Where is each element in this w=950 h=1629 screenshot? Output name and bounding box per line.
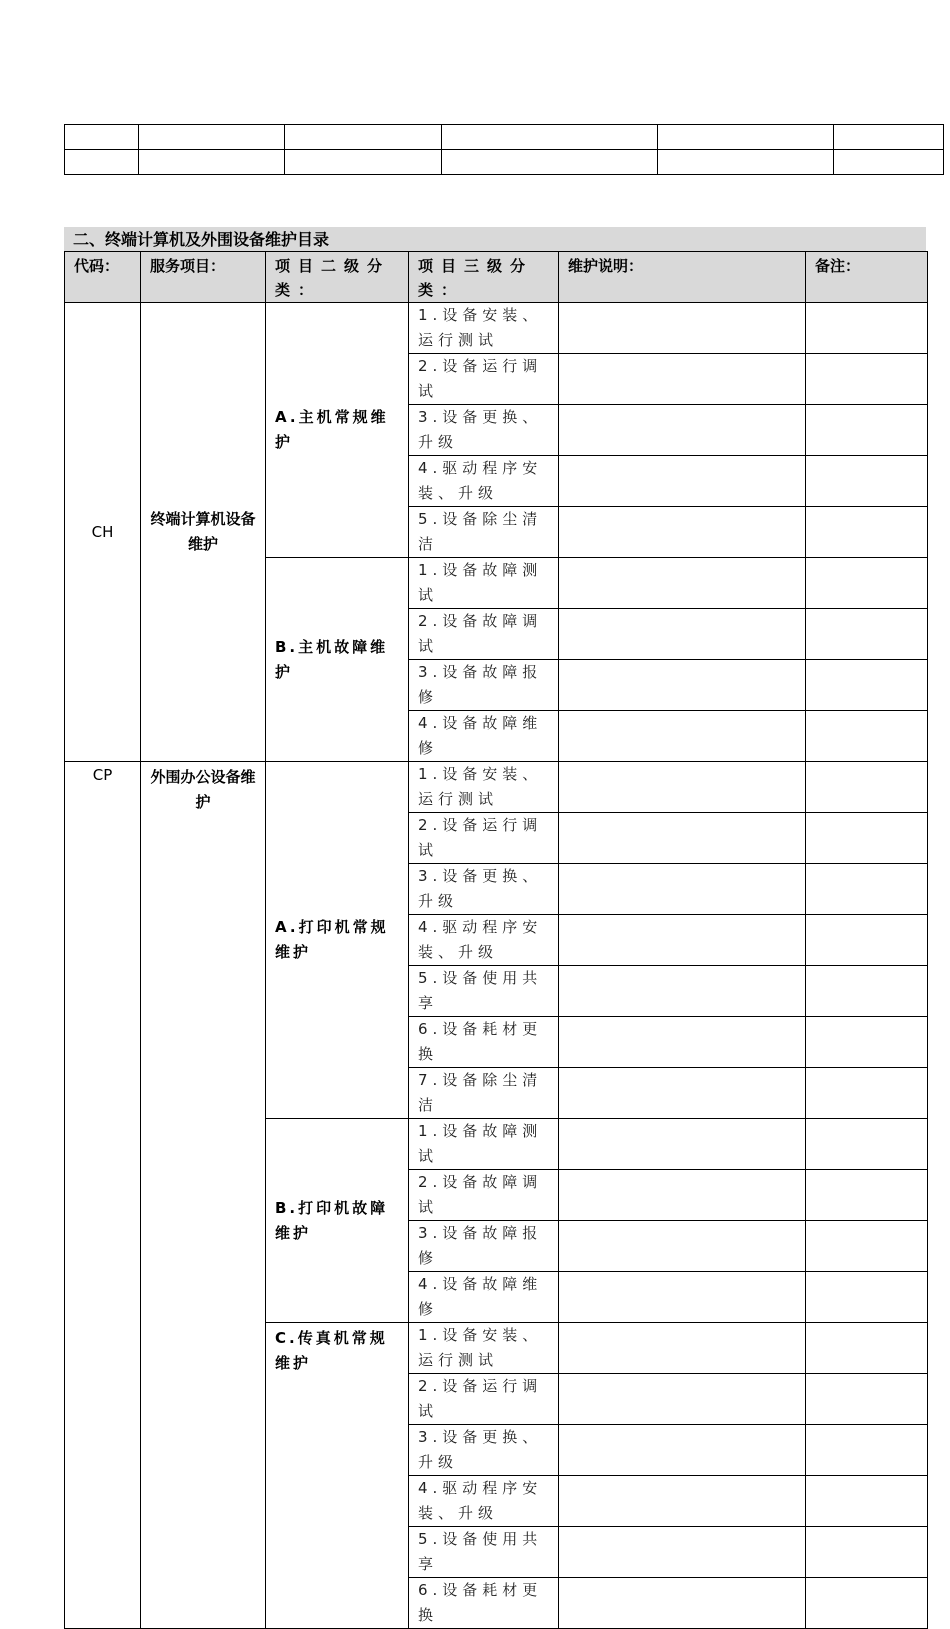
item-cell: 2.设备故障调试 [409,609,559,660]
group-service: 终端计算机设备维护 [141,303,266,762]
header-description: 维护说明： [559,252,806,303]
remark-cell [806,456,928,507]
empty-cell [65,125,139,150]
item-cell: 2.设备运行调试 [409,354,559,405]
empty-cell [441,125,658,150]
item-cell: 5.设备使用共享 [409,1527,559,1578]
description-cell [559,1017,806,1068]
item-cell: 3.设备故障报修 [409,660,559,711]
remark-cell [806,1476,928,1527]
remark-cell [806,303,928,354]
empty-cell [65,150,139,175]
description-cell [559,1221,806,1272]
description-cell [559,354,806,405]
empty-cell [138,125,284,150]
description-cell [559,966,806,1017]
item-cell: 1.设备故障测试 [409,558,559,609]
empty-cell [284,125,441,150]
item-cell: 4.驱动程序安装、升级 [409,456,559,507]
item-cell: 3.设备更换、升级 [409,405,559,456]
remark-cell [806,1527,928,1578]
category-cell: B.打印机故障维护 [266,1119,409,1323]
item-cell: 6.设备耗材更换 [409,1578,559,1629]
description-cell [559,303,806,354]
description-cell [559,456,806,507]
description-cell [559,609,806,660]
remark-cell [806,1272,928,1323]
header-row [65,252,928,303]
item-cell: 1.设备故障测试 [409,1119,559,1170]
empty-cell [658,125,834,150]
remark-cell [806,507,928,558]
item-cell: 3.设备更换、升级 [409,864,559,915]
category-cell: A.主机常规维护 [266,303,409,558]
remark-cell [806,1374,928,1425]
item-cell: 4.驱动程序安装、升级 [409,915,559,966]
header-level2: 项目二级分类： [266,252,409,303]
description-cell [559,660,806,711]
item-cell: 5.设备使用共享 [409,966,559,1017]
description-cell [559,1476,806,1527]
description-cell [559,1374,806,1425]
header-level3: 项目三级分类： [409,252,559,303]
empty-cell [834,125,944,150]
remark-cell [806,1170,928,1221]
description-cell [559,507,806,558]
remark-cell [806,1068,928,1119]
item-cell: 6.设备耗材更换 [409,1017,559,1068]
item-cell: 1.设备安装、运行测试 [409,303,559,354]
empty-cell [658,150,834,175]
group-code: CH [65,303,141,762]
item-cell: 4.设备故障维修 [409,711,559,762]
remark-cell [806,1017,928,1068]
description-cell [559,1323,806,1374]
table-row [65,150,944,175]
remark-cell [806,609,928,660]
remark-cell [806,1221,928,1272]
item-cell: 1.设备安装、运行测试 [409,762,559,813]
top-empty-table [64,124,944,175]
empty-cell [441,150,658,175]
item-cell: 3.设备更换、升级 [409,1425,559,1476]
remark-cell [806,864,928,915]
description-cell [559,1527,806,1578]
description-cell [559,1425,806,1476]
description-cell [559,915,806,966]
category-cell: C.传真机常规维护 [266,1323,409,1629]
item-cell: 2.设备故障调试 [409,1170,559,1221]
header-code: 代码： [65,252,141,303]
table-row [65,303,928,354]
remark-cell [806,813,928,864]
category-cell: B.主机故障维护 [266,558,409,762]
description-cell [559,558,806,609]
item-cell: 4.驱动程序安装、升级 [409,1476,559,1527]
description-cell [559,711,806,762]
table-row [65,125,944,150]
remark-cell [806,1578,928,1629]
header-remark: 备注： [806,252,928,303]
remark-cell [806,354,928,405]
category-cell: A.打印机常规维护 [266,762,409,1119]
description-cell [559,1119,806,1170]
description-cell [559,1272,806,1323]
table-row [65,762,928,813]
description-cell [559,1068,806,1119]
remark-cell [806,1323,928,1374]
item-cell: 3.设备故障报修 [409,1221,559,1272]
remark-cell [806,660,928,711]
item-cell: 2.设备运行调试 [409,813,559,864]
description-cell [559,762,806,813]
remark-cell [806,558,928,609]
remark-cell [806,711,928,762]
header-service: 服务项目： [141,252,266,303]
description-cell [559,864,806,915]
group-service: 外围办公设备维护 [141,762,266,1629]
empty-cell [834,150,944,175]
item-cell: 2.设备运行调试 [409,1374,559,1425]
remark-cell [806,762,928,813]
empty-cell [138,150,284,175]
item-cell: 1.设备安装、运行测试 [409,1323,559,1374]
maintenance-catalog-table [64,251,928,1629]
description-cell [559,813,806,864]
group-code: CP [65,762,141,1629]
remark-cell [806,1425,928,1476]
remark-cell [806,405,928,456]
remark-cell [806,966,928,1017]
section-title: 二、终端计算机及外围设备维护目录 [64,227,926,251]
description-cell [559,1578,806,1629]
item-cell: 5.设备除尘清洁 [409,507,559,558]
remark-cell [806,1119,928,1170]
remark-cell [806,915,928,966]
empty-cell [284,150,441,175]
item-cell: 4.设备故障维修 [409,1272,559,1323]
description-cell [559,405,806,456]
description-cell [559,1170,806,1221]
item-cell: 7.设备除尘清洁 [409,1068,559,1119]
